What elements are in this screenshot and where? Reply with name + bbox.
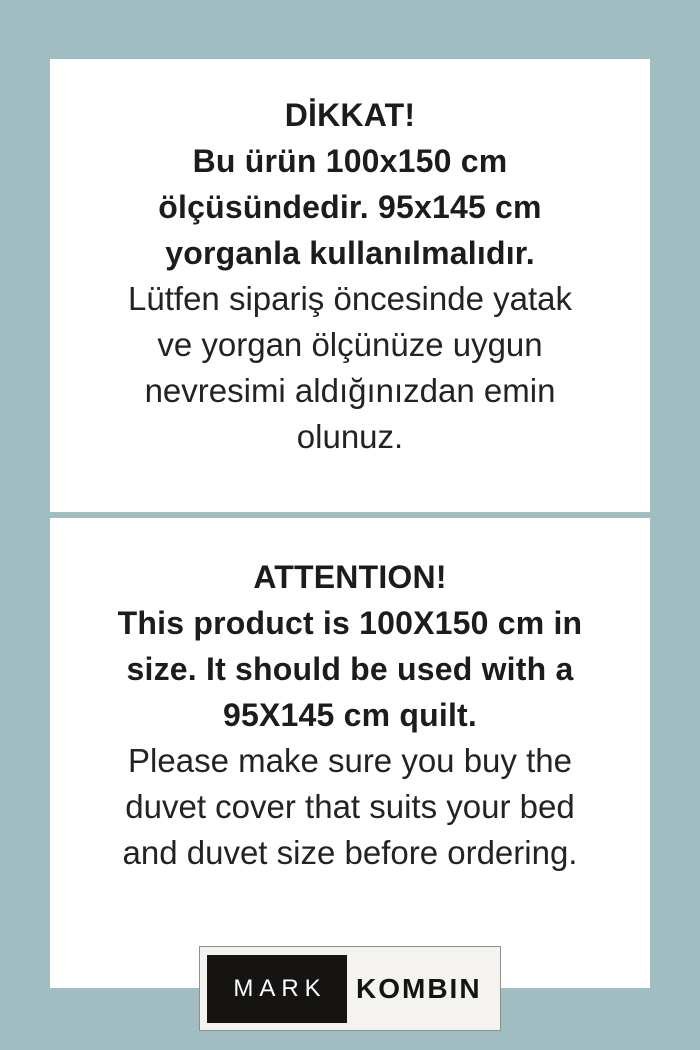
notice-line: DİKKAT! bbox=[284, 97, 416, 133]
logo-mark-block bbox=[207, 955, 347, 1023]
notice-line: ölçüsündedir. 95x145 cm bbox=[158, 189, 542, 225]
english-notice-body bbox=[50, 738, 650, 876]
notice-line: This product is 100X150 cm in bbox=[117, 605, 583, 641]
notice-line: duvet cover that suits your bed bbox=[125, 788, 575, 825]
brand-logo bbox=[199, 946, 501, 1031]
notice-line: Please make sure you buy the bbox=[128, 742, 572, 779]
notice-line: ve yorgan ölçünüze uygun bbox=[157, 326, 543, 363]
english-notice-card bbox=[50, 518, 650, 988]
english-notice-heading bbox=[50, 554, 650, 738]
logo-brand-primary: MARK bbox=[233, 974, 327, 1002]
notice-line: nevresimi aldığınızdan emin bbox=[144, 372, 556, 409]
notice-line: Bu ürün 100x150 cm bbox=[192, 143, 508, 179]
notice-line: size. It should be used with a bbox=[126, 651, 574, 687]
notice-line: Lütfen sipariş öncesinde yatak bbox=[128, 280, 572, 317]
notice-line: ATTENTION! bbox=[253, 559, 447, 595]
turkish-notice-body bbox=[50, 276, 650, 460]
turkish-notice-heading bbox=[50, 92, 650, 276]
turkish-notice-card bbox=[50, 59, 650, 512]
notice-line: 95X145 cm quilt. bbox=[223, 697, 477, 733]
logo-brand-secondary: KOMBIN bbox=[356, 972, 482, 1004]
notice-line: yorganla kullanılmalıdır. bbox=[165, 235, 535, 271]
notice-line: and duvet size before ordering. bbox=[122, 834, 578, 871]
notice-line: olunuz. bbox=[296, 418, 404, 455]
